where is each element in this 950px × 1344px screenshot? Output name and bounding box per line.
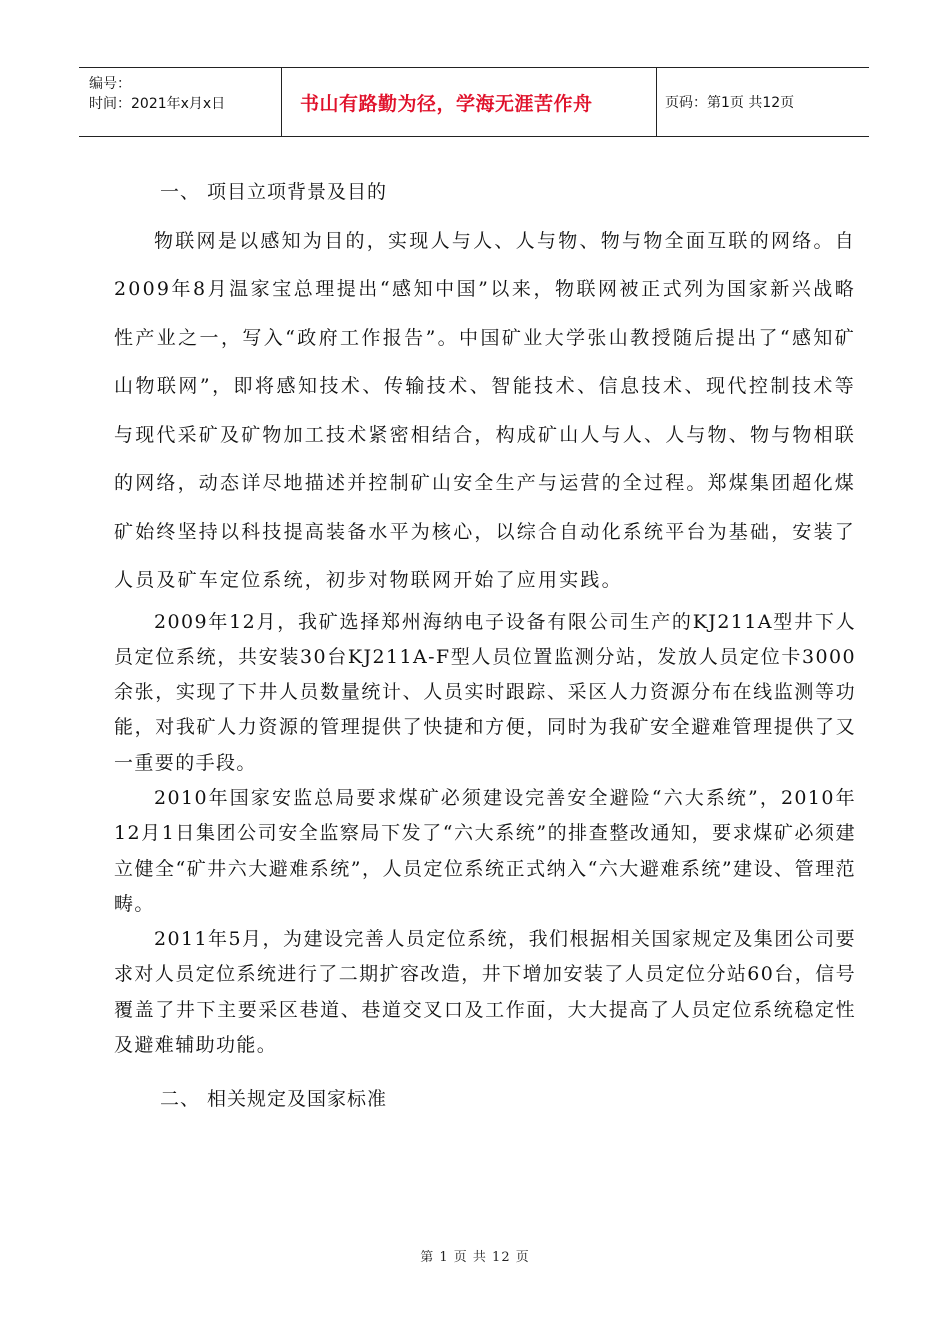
paragraph-iot-background: 物联网是以感知为目的，实现人与人、人与物、物与物全面互联的网络。自2009年8月温家宝总理提出“感知中国”以来，物联网被正式列为国家新兴战略性产业之一，写入“政府工作报告”。中国矿业大学张山教授随后提出了“感知矿山物联网”，即将感知技术、传输技术、智能技术、信息技术、现代控制技术等与现代采矿及矿物加工技术紧密相结合，构成矿山人与人、人与物、物与物相联的网络，动态详尽地描述并控制矿山安全生产与运营的全过程。郑煤集团超化煤矿始终坚持以科技提高装备水平为核心，以综合自动化系统平台为基础，安装了人员及矿车定位系统，初步对物联网开始了应用实践。 (114, 229, 857, 591)
document-body (114, 168, 856, 1124)
header-page-info: 页码：第1页 共12页 (665, 95, 795, 111)
page-footer: 第 1 页 共 12 页 (420, 1250, 530, 1265)
paragraph-2011-expansion: 2011年5月，为建设完善人员定位系统，我们根据相关国家规定及集团公司要求对人员定位系统进行了二期扩容改造，井下增加安装了人员定位分站60台，信号覆盖了井下主要采区巷道、巷道交叉口及工作面，大大提高了人员定位系统稳定性及避难辅助功能。 (114, 928, 856, 1057)
document-number-label: 编号： (89, 76, 131, 92)
paragraph-2009-system: 2009年12月，我矿选择郑州海纳电子设备有限公司生产的KJ211A型井下人员定位系统，共安装30台KJ211A-F型人员位置监测分站，发放人员定位卡3000余张，实现了下井人员数量统计、人员实时跟踪、采区人力资源分布在线监测等功能，对我矿人力资源的管理提供了快捷和方便，同时为我矿安全避难管理提供了又一重要的手段。 (114, 610, 856, 774)
section-heading-1: 一、 项目立项背景及目的 (160, 181, 388, 203)
header-motto-cell (282, 68, 657, 136)
paragraph-2010-requirement: 2010年国家安监总局要求煤矿必须建设完善安全避险“六大系统”，2010年12月1日集团公司安全监察局下发了“六大系统”的排查整改通知，要求煤矿必须建立健全“矿井六大避难系统”，人员定位系统正式纳入“六大避难系统”建设、管理范畴。 (114, 786, 856, 915)
document-time-label: 时间：2021年x月x日 (89, 96, 226, 112)
document-header (79, 67, 869, 137)
header-page-cell (657, 68, 869, 136)
section-heading-2: 二、 相关规定及国家标准 (160, 1088, 388, 1111)
header-motto: 书山有路勤为径，学海无涯苦作舟 (300, 92, 593, 115)
header-meta (79, 68, 282, 136)
